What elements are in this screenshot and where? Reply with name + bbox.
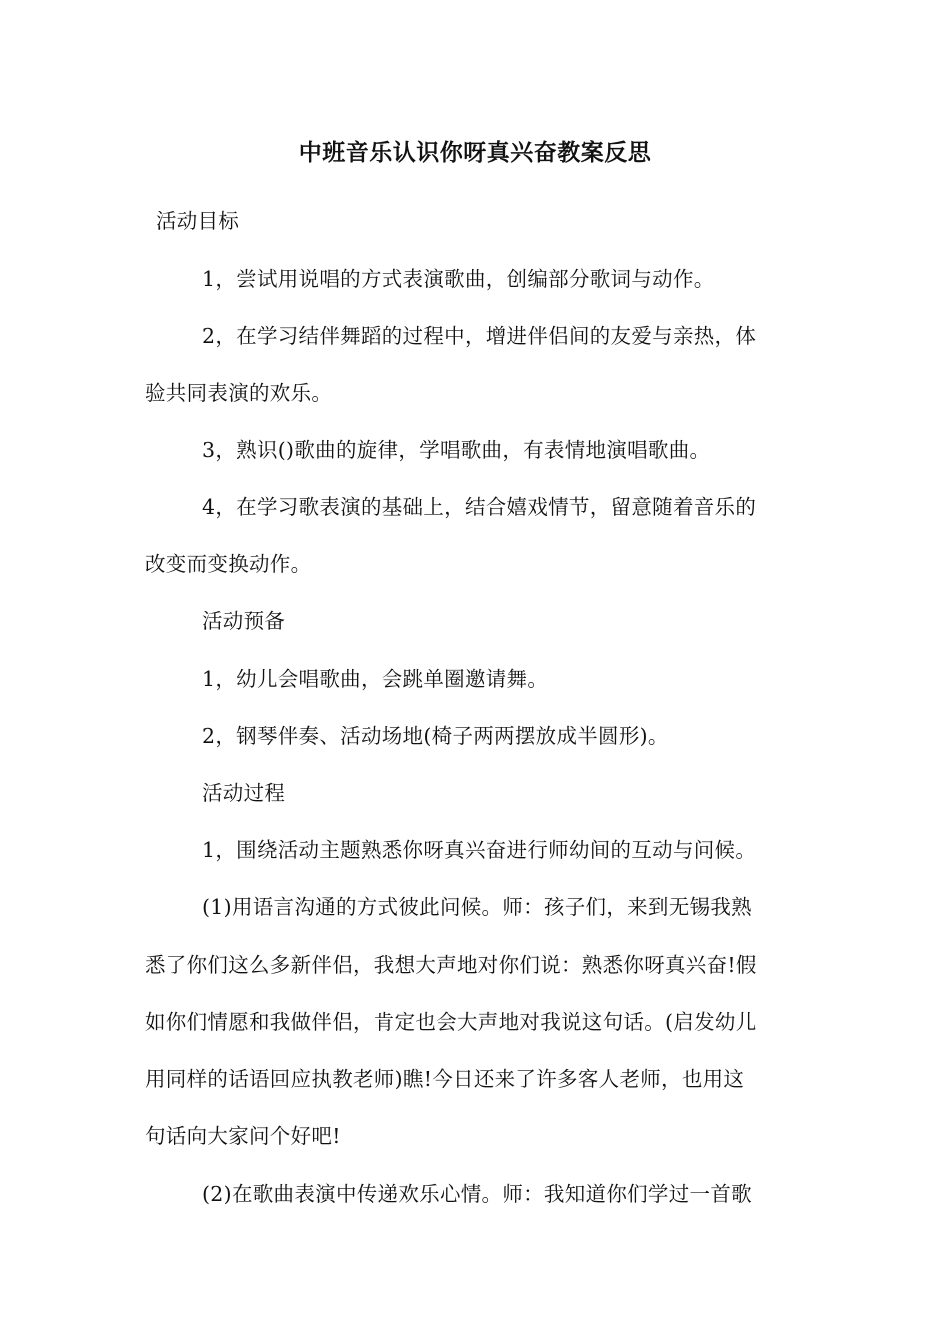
paragraph-line: 1，尝试用说唱的方式表演歌曲，创编部分歌词与动作。: [202, 267, 715, 291]
paragraph-line: 悉了你们这么多新伴侣，我想大声地对你们说：熟悉你呀真兴奋!假: [145, 953, 757, 977]
section-heading-process: 活动过程: [202, 781, 286, 805]
paragraph-line: 1，围绕活动主题熟悉你呀真兴奋进行师幼间的互动与问候。: [202, 838, 757, 862]
paragraph-line: 4，在学习歌表演的基础上，结合嬉戏情节，留意随着音乐的: [202, 495, 757, 519]
paragraph-line: 1，幼儿会唱歌曲，会跳单圈邀请舞。: [202, 667, 549, 691]
document-title: 中班音乐认识你呀真兴奋教案反思: [298, 139, 652, 166]
paragraph-line: 验共同表演的欢乐。: [145, 381, 333, 405]
paragraph-line: (1)用语言沟通的方式彼此问候。师：孩子们，来到无锡我熟: [202, 895, 752, 919]
section-heading-goals: 活动目标: [156, 209, 240, 233]
paragraph-line: 2，在学习结伴舞蹈的过程中，增进伴侣间的友爱与亲热，体: [202, 324, 757, 348]
paragraph-line: 改变而变换动作。: [145, 552, 312, 576]
paragraph-line: 3，熟识()歌曲的旋律，学唱歌曲，有表情地演唱歌曲。: [202, 438, 711, 462]
paragraph-line: (2)在歌曲表演中传递欢乐心情。师：我知道你们学过一首歌: [202, 1182, 752, 1206]
paragraph-line: 用同样的话语回应执教老师)瞧!今日还来了许多客人老师，也用这: [145, 1067, 745, 1091]
paragraph-line: 如你们情愿和我做伴侣，肯定也会大声地对我说这句话。(启发幼儿: [145, 1010, 757, 1034]
paragraph-line: 句话向大家问个好吧!: [145, 1124, 341, 1148]
section-heading-preparation: 活动预备: [202, 609, 286, 633]
paragraph-line: 2，钢琴伴奏、活动场地(椅子两两摆放成半圆形)。: [202, 724, 669, 748]
